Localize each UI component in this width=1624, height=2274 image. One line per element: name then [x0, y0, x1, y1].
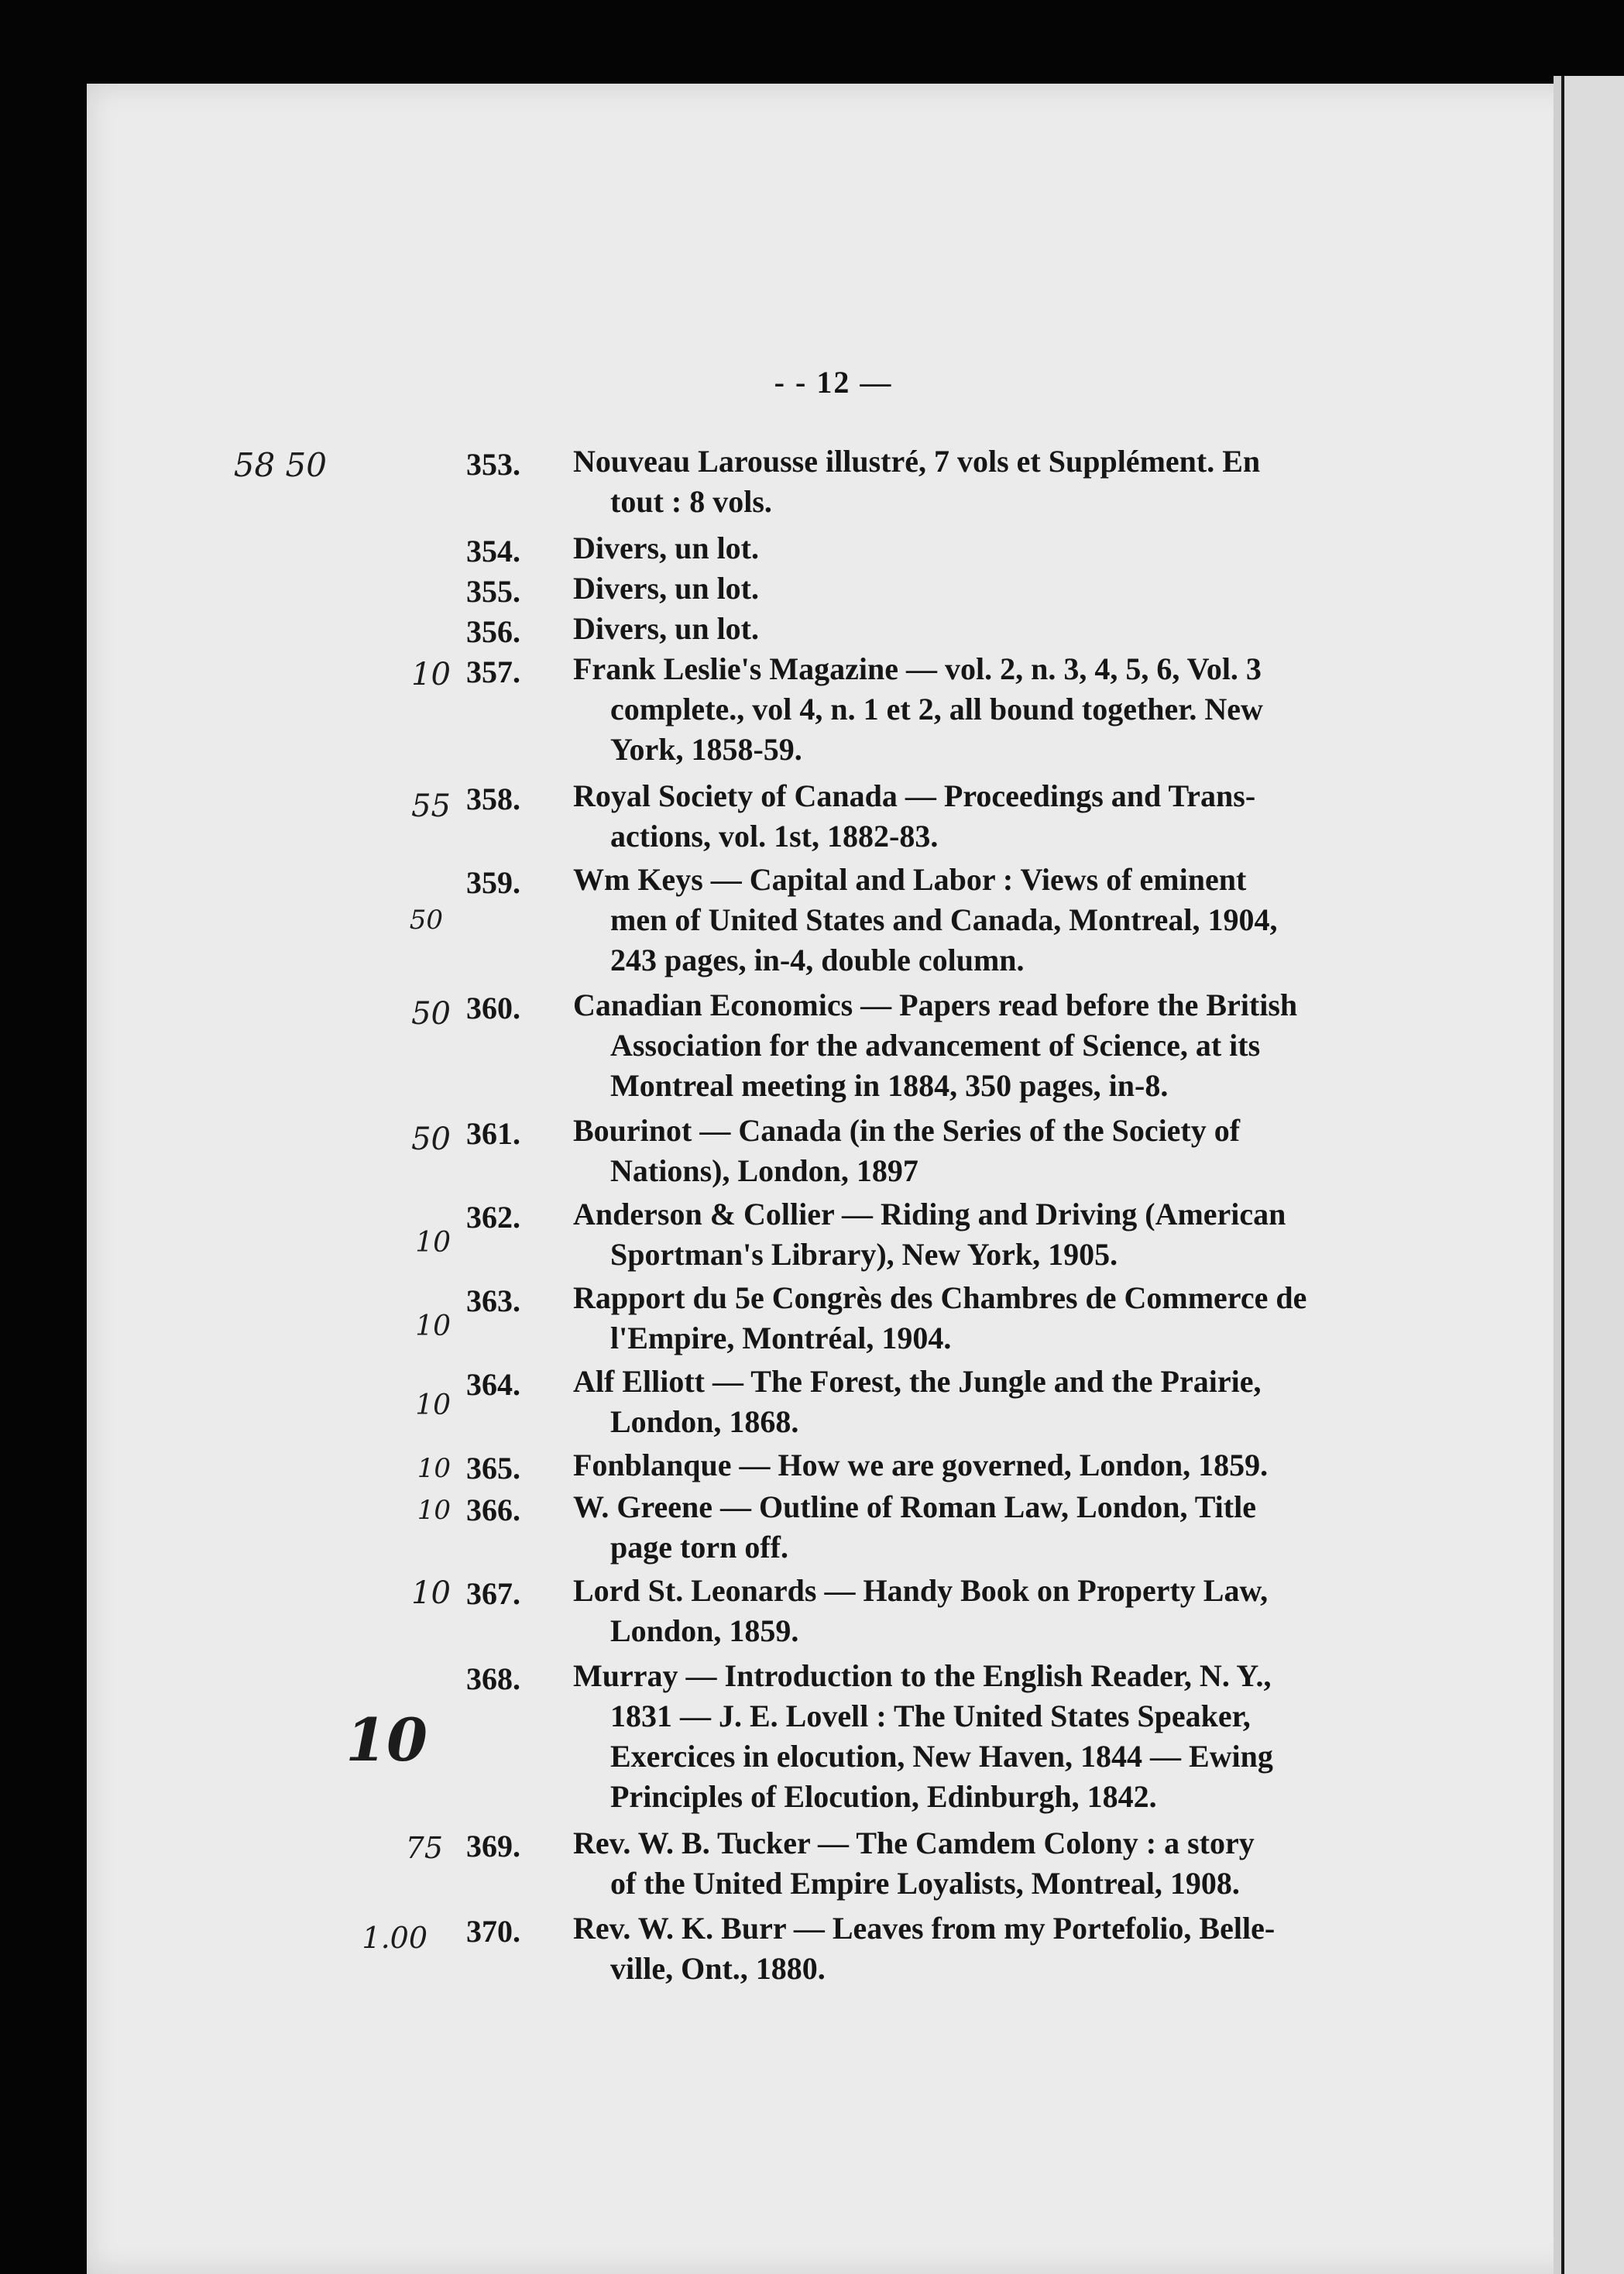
- lot-number: 369.: [466, 1829, 520, 1864]
- lot-number: 360.: [466, 991, 520, 1025]
- handwritten-price-mark: 75: [405, 1831, 443, 1865]
- description-line: W. Greene — Outline of Roman Law, London, Title: [573, 1489, 1256, 1524]
- lot-number: 357.: [466, 654, 520, 689]
- description-line: Principles of Elocution, Edinburgh, 1842.: [610, 1779, 1157, 1814]
- handwritten-price-mark: 1.00: [362, 1921, 427, 1955]
- lot-number: 370.: [466, 1914, 520, 1949]
- description-line: Frank Leslie's Magazine — vol. 2, n. 3, 4, 5, 6, Vol. 3: [573, 651, 1262, 686]
- description-line: Rapport du 5e Congrès des Chambres de Commerce de: [573, 1280, 1307, 1315]
- handwritten-price-mark: 10: [415, 1227, 451, 1259]
- lot-description: [573, 1445, 1450, 1486]
- description-line: Alf Elliott — The Forest, the Jungle and the Prairie,: [573, 1364, 1262, 1399]
- description-line: Rev. W. B. Tucker — The Camdem Colony : a story: [573, 1826, 1255, 1860]
- description-line: Divers, un lot.: [573, 571, 759, 606]
- lot-description: [573, 1278, 1450, 1359]
- lot-number: 353.: [466, 447, 520, 482]
- description-line: Anderson & Collier — Riding and Driving (American: [573, 1197, 1286, 1231]
- handwritten-price-mark: 55: [411, 788, 451, 824]
- description-line: York, 1858-59.: [610, 732, 802, 767]
- description-line: Divers, un lot.: [573, 611, 759, 646]
- lot-description: [573, 1656, 1450, 1817]
- description-line: 1831 — J. E. Lovell : The United States Speaker,: [610, 1699, 1251, 1733]
- handwritten-price-mark: 50: [411, 996, 451, 1032]
- description-line: London, 1868.: [610, 1404, 799, 1439]
- lot-description: [573, 1908, 1450, 1989]
- lot-number: 359.: [466, 865, 520, 900]
- page-edge: [1554, 76, 1561, 2274]
- handwritten-price-mark: 10: [417, 1495, 451, 1526]
- lot-description: [573, 776, 1450, 857]
- lot-description: [573, 528, 1450, 568]
- handwritten-price-mark: 10: [417, 1453, 451, 1484]
- lot-description: [573, 649, 1450, 770]
- lot-number: 365.: [466, 1451, 520, 1486]
- lot-number: 358.: [466, 781, 520, 816]
- description-line: Murray — Introduction to the English Reader, N. Y.,: [573, 1658, 1272, 1693]
- description-line: ville, Ont., 1880.: [610, 1951, 826, 1986]
- lot-number: 367.: [466, 1576, 520, 1611]
- lot-description: [573, 860, 1450, 981]
- handwritten-price-mark: 50: [411, 1122, 451, 1157]
- description-line: Sportman's Library), New York, 1905.: [610, 1237, 1118, 1272]
- description-line: tout : 8 vols.: [610, 484, 772, 519]
- handwritten-price-mark: 10: [415, 1310, 451, 1342]
- description-line: 243 pages, in-4, double column.: [610, 943, 1025, 977]
- description-line: Bourinot — Canada (in the Series of the Society of: [573, 1113, 1241, 1148]
- lot-number: 354.: [466, 534, 520, 568]
- lot-number: 355.: [466, 574, 520, 609]
- handwritten-price-mark: 10: [411, 1575, 451, 1611]
- description-line: actions, vol. 1st, 1882-83.: [610, 819, 939, 854]
- description-line: complete., vol 4, n. 1 et 2, all bound together. New: [610, 692, 1263, 727]
- lot-number: 356.: [466, 614, 520, 649]
- lot-description: [573, 1111, 1450, 1191]
- description-line: Exercices in elocution, New Haven, 1844 — Ewing: [610, 1739, 1273, 1774]
- description-line: l'Empire, Montréal, 1904.: [610, 1321, 952, 1355]
- description-line: Royal Society of Canada — Proceedings and Trans-: [573, 778, 1256, 813]
- handwritten-price-mark: 10: [415, 1389, 451, 1421]
- lot-description: [573, 441, 1450, 522]
- lot-description: [573, 1194, 1450, 1275]
- lot-description: [573, 985, 1450, 1106]
- page-number: - - 12 —: [774, 365, 893, 400]
- description-line: Montreal meeting in 1884, 350 pages, in-8.: [610, 1068, 1169, 1103]
- lot-description: [573, 1571, 1450, 1651]
- description-line: Rev. W. K. Burr — Leaves from my Portefolio, Belle-: [573, 1911, 1276, 1946]
- handwritten-price-mark: 50: [409, 905, 443, 936]
- description-line: Association for the advancement of Science, at its: [610, 1028, 1261, 1063]
- lot-number: 361.: [466, 1116, 520, 1151]
- handwritten-price-mark: 58 50: [233, 446, 327, 484]
- lot-description: [573, 1362, 1450, 1442]
- lot-number: 366.: [466, 1493, 520, 1527]
- lot-number: 363.: [466, 1283, 520, 1318]
- lot-description: [573, 609, 1450, 649]
- lot-description: [573, 568, 1450, 609]
- adjacent-page-margin: [1561, 76, 1624, 2274]
- lot-number: 368.: [466, 1661, 520, 1696]
- lot-number: 362.: [466, 1200, 520, 1235]
- description-line: Nouveau Larousse illustré, 7 vols et Supplément. En: [573, 444, 1261, 479]
- document-page: [87, 84, 1580, 2274]
- description-line: men of United States and Canada, Montreal, 1904,: [610, 902, 1278, 937]
- description-line: Divers, un lot.: [573, 531, 759, 565]
- description-line: of the United Empire Loyalists, Montreal, 1908.: [610, 1866, 1240, 1901]
- handwritten-price-mark: 10: [411, 657, 451, 692]
- description-line: page torn off.: [610, 1530, 788, 1565]
- description-line: Canadian Economics — Papers read before the British: [573, 988, 1298, 1022]
- description-line: Lord St. Leonards — Handy Book on Property Law,: [573, 1573, 1269, 1608]
- lot-number: 364.: [466, 1367, 520, 1402]
- description-line: Wm Keys — Capital and Labor : Views of eminent: [573, 862, 1247, 897]
- description-line: Fonblanque — How we are governed, London, 1859.: [573, 1448, 1269, 1482]
- description-line: Nations), London, 1897: [610, 1153, 918, 1188]
- lot-description: [573, 1487, 1450, 1568]
- lot-description: [573, 1823, 1450, 1904]
- description-line: London, 1859.: [610, 1613, 799, 1648]
- handwritten-price-mark: 10: [345, 1706, 427, 1774]
